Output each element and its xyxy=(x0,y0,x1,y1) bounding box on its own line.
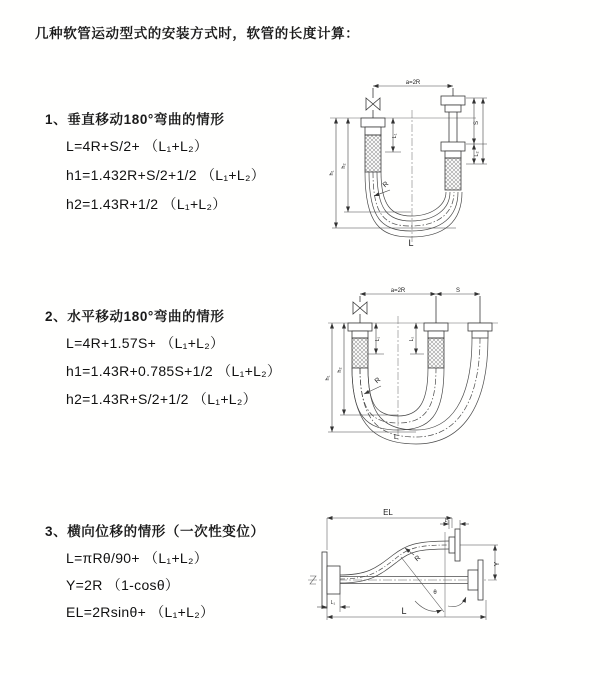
diagram-vertical-180-bend xyxy=(316,76,503,248)
page-title: 几种软管运动型式的安装方式时，软管的长度计算： xyxy=(35,26,360,41)
dim-label-height-outer: h₁ xyxy=(325,375,331,381)
dim-label-radius: R xyxy=(381,180,391,190)
dim-label-fitting-left: L₁ xyxy=(392,133,398,139)
dim-label-radius: R xyxy=(373,376,383,386)
section-3-formula-EL: EL=2Rsinθ+ （L₁+L₂） xyxy=(66,604,215,620)
dim-label-span: a=2R xyxy=(405,80,421,86)
section-2-formula-h1: h1=1.43R+0.785S+1/2 （L₁+L₂） xyxy=(66,363,282,379)
valve-icon xyxy=(353,296,367,323)
dim-label-travel: S xyxy=(455,288,461,294)
dim-label-fitting-top: L₂ xyxy=(444,518,450,524)
section-1-formula-L: L=4R+S/2+ （L₁+L₂） xyxy=(66,138,209,154)
dim-label-fitting-left: L₁ xyxy=(375,336,381,342)
dim-label-fitting-right: L₂ xyxy=(474,151,480,157)
section-2-heading: 2、水平移动180°弯曲的情形 xyxy=(45,309,225,324)
section-3-formula-L: L=πRθ/90+ （L₁+L₂） xyxy=(66,550,209,566)
upper-flange xyxy=(449,529,460,561)
section-1-formula-h1: h1=1.432R+S/2+1/2 （L₁+L₂） xyxy=(66,167,266,183)
diagram-horizontal-180-bend xyxy=(312,282,507,450)
right-flange xyxy=(468,560,483,600)
dim-label-height-inner: h₂ xyxy=(337,367,343,373)
dim-label-length: L xyxy=(393,432,399,441)
section-2-formula-h2: h2=1.43R+S/2+1/2 （L₁+L₂） xyxy=(66,391,257,407)
dim-label-span: a=2R xyxy=(390,288,406,294)
dim-label-span: EL xyxy=(383,508,393,517)
middle-pipe-fitting xyxy=(424,296,448,368)
diagram-lateral-displacement xyxy=(300,502,505,647)
right-pipe-fitting xyxy=(441,88,465,190)
section-3-heading: 3、横向位移的情形（一次性变位） xyxy=(45,524,265,539)
dim-label-fitting-right: L₂ xyxy=(409,336,415,342)
dim-label-offset: Y xyxy=(494,561,501,567)
section-1-heading: 1、垂直移动180°弯曲的情形 xyxy=(45,112,225,127)
dim-label-angle: θ xyxy=(433,590,437,596)
dim-label-fitting-left: L₁ xyxy=(330,600,336,606)
left-pipe-fitting xyxy=(348,323,372,368)
dimension-lines xyxy=(328,294,480,432)
dim-label-length: L xyxy=(408,238,414,248)
section-3-formula-Y: Y=2R （1-cosθ） xyxy=(66,577,180,593)
left-pipe-fitting xyxy=(361,118,385,172)
dim-label-radius: R xyxy=(413,554,423,564)
dimension-lines xyxy=(317,518,498,620)
dim-label-travel: S xyxy=(474,120,480,126)
section-1-formula-h2: h2=1.43R+1/2 （L₁+L₂） xyxy=(66,196,227,212)
dim-label-height-inner: h₂ xyxy=(341,163,347,169)
displaced-pipe-fitting xyxy=(468,296,492,338)
dim-label-length: L xyxy=(401,606,407,616)
valve-icon xyxy=(366,88,380,118)
dim-label-height-outer: h₁ xyxy=(329,170,335,176)
section-2-formula-L: L=4R+1.57S+ （L₁+L₂） xyxy=(66,335,225,351)
dimension-lines xyxy=(332,86,487,228)
